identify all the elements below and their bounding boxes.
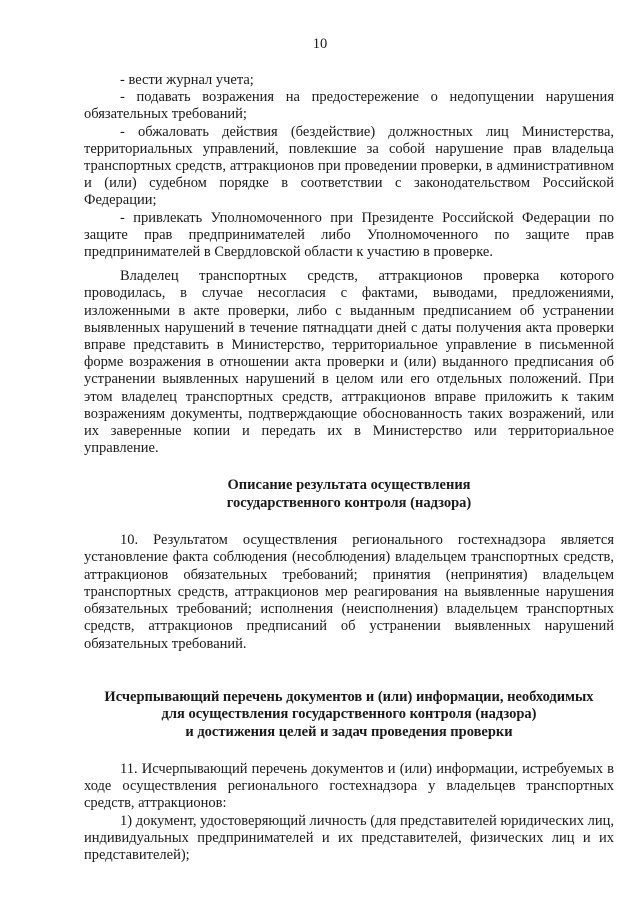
page-content	[84, 72, 614, 864]
list-item: - вести журнал учета;	[120, 72, 254, 88]
list-item: 1) документ, удостоверяющий личность (для представителей юридических лиц, индивидуальных предпринимателей и их представителей, физических лиц и их представителей);	[84, 812, 614, 863]
list-item: - привлекать Уполномоченного при Президенте Российской Федерации по защите прав предпринимателей либо Уполномоченного по защите прав предпринимателей в Свердловской области к участию в проверке.	[84, 209, 614, 261]
section-heading: государственного контроля (надзора)	[226, 494, 472, 511]
list-item: - обжаловать действия (бездействие) должностных лиц Министерства, территориальных управлений, повлекшие за собой нарушение прав владельца транспортных средств, аттракционов при проведении проверки, в административном и (или) судебном порядке в соответствии с законодательством Российской Федерации;	[84, 123, 614, 209]
section-heading: Исчерпывающий перечень документов и (или) информации, необходимых	[104, 688, 594, 705]
section-heading: для осуществления государственного контроля (надзора)	[161, 706, 537, 723]
list-item: - подавать возражения на предостережение о недопущении нарушения обязательных требований;	[84, 89, 614, 123]
section-heading: и достижения целей и задач проведения проверки	[185, 723, 513, 740]
objection-paragraph: Владелец транспортных средств, аттракционов проверка которого проводилась, в случае несогласия с фактами, выводами, предложениями, изложенными в акте проверки, либо с выданным предписанием об устранении выявленных нарушений в течение пятнадцати дней с даты получения акта проверки вправе представить в Министерство, территориальное управление в письменной форме возражения в отношении акта проверки и (или) выданного предписания об устранении выявленных нарушений в целом или его отдельных положений. При этом владелец транспортных средств, аттракционов вправе приложить к таким возражениям документы, подтверждающие обоснованность таких возражений, или их заверенные копии и передать их в Министерство или территориальное управление.	[84, 268, 614, 457]
section-heading: Описание результата осуществления	[227, 477, 471, 494]
documents-paragraph: 11. Исчерпывающий перечень документов и (или) информации, истребуемых в ходе осуществления регионального гостехнадзора у владельцев транспортных средств, аттракционов:	[84, 760, 614, 812]
result-paragraph: 10. Результатом осуществления регионального гостехнадзора является установление факта соблюдения (несоблюдения) владельцем транспортных средств, аттракционов обязательных требований; принятия (непринятия) владельцем транспортных средств, аттракционов мер реагирования на выявленные нарушения обязательных требований; исполнения (неисполнения) владельцем транспортных средств, аттракционов предписаний об устранении выявленных нарушений обязательных требований.	[84, 532, 614, 652]
section-documents	[84, 689, 614, 864]
section-result	[84, 477, 614, 652]
page-number: 10	[312, 36, 328, 52]
